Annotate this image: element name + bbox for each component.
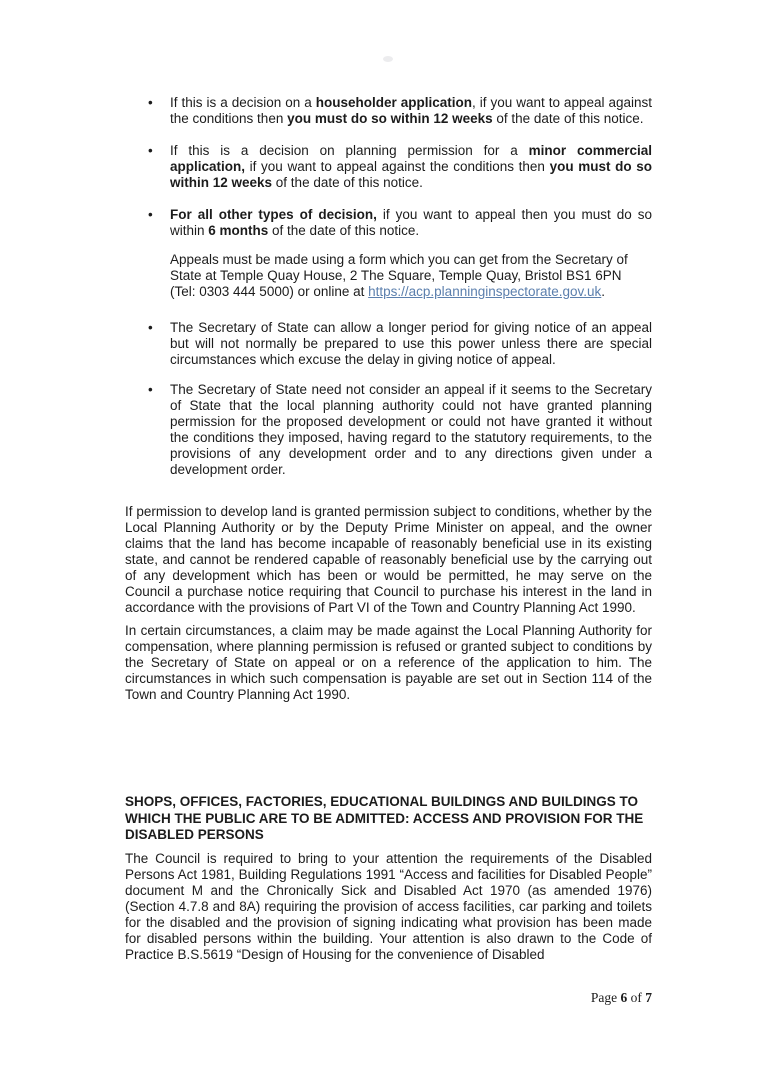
- text-run: 6: [620, 990, 628, 1005]
- text-run: Appeals must be made using a form which you can get from the Secretary of State at Temple Quay House, 2 The Square, Temple Quay, Bristol BS1 6PN (Tel: 0303 444 5000) or online at: [170, 252, 628, 299]
- bullet-text: [170, 207, 652, 239]
- bullet-text: [170, 382, 652, 478]
- text-run: The Council is required to bring to your attention the requirements of the Disabled Persons Act 1981, Building Regulations 1991 “Access and facilities for Disabled People” document M and the Chronically Sick and Disabled Act 1970 (as amended 1976) (Section 4.7.8 and 8A) requiring the provision of access facilities, car parking and toilets for the disabled and the provision of signing indicating what provision has been made for disabled persons within the building. Your attention is also drawn to the Code of Practice B.S.5619 “Design of Housing for the convenience of Disabled: [125, 850, 652, 962]
- bullet-icon: •: [148, 207, 153, 222]
- bullet-item-need-not-consider: [125, 382, 652, 478]
- bullet-item-householder-appeal: [125, 95, 652, 127]
- text-run: minor commercial application,: [170, 143, 653, 174]
- text-run: If permission to develop land is granted permission subject to conditions, whether by the Local Planning Authority or by the Deputy Prime Minister on appeal, and the owner claims that the land has become incapable of reasonably beneficial use in its existing state, and cannot be rendered capable of reasonably beneficial use by the carrying out of any development which has been or would be permitted, he may serve on the Council a purchase notice requiring that Council to purchase his interest in the land in accordance with the provisions of Part VI of the Town and Country Planning Act 1990.: [125, 504, 652, 615]
- text-run: of the date of this notice.: [492, 111, 644, 126]
- text-run: If this is a decision on planning permission for a: [170, 143, 529, 158]
- text-run: The Secretary of State can allow a longer period for giving notice of an appeal but will not normally be prepared to use this power unless there are special circumstances which excuse the delay in giving notice of appeal.: [170, 320, 652, 367]
- text-run: , if you want to appeal against the conditions then: [170, 95, 652, 126]
- text-run: if you want to appeal against the conditions then: [245, 159, 550, 174]
- scan-artifact: [383, 56, 393, 62]
- text-run: .: [601, 284, 606, 299]
- disabled-access-paragraph: [125, 851, 652, 963]
- bullet-icon: •: [148, 95, 153, 110]
- text-run: of the date of this notice.: [272, 175, 423, 190]
- bullet-icon: •: [148, 382, 153, 397]
- bullet-icon: •: [148, 143, 153, 158]
- text-run: If this is a decision on a: [170, 95, 316, 110]
- bullet-item-longer-period: [125, 320, 652, 368]
- text-run: For all other types of decision,: [170, 207, 377, 222]
- page-content: [125, 95, 652, 963]
- page-footer: [591, 990, 652, 1006]
- text-run: Page: [590, 990, 621, 1005]
- text-run: In certain circumstances, a claim may be made against the Local Planning Authority for compensation, where planning permission is refused or granted subject to conditions by the Secretary of State on appeal or on a reference of the application to him. The circumstances in which such compensation is payable are set out in Section 114 of the Town and Country Planning Act 1990.: [125, 623, 652, 702]
- appeals-portal-link[interactable]: https://acp.planninginspectorate.gov.uk: [368, 284, 602, 299]
- compensation-paragraph: [125, 623, 652, 703]
- text-run: you must do so within 12 weeks: [287, 111, 493, 126]
- text-run: householder application: [315, 95, 472, 110]
- bullet-icon: •: [148, 320, 153, 335]
- section-heading-disabled-access: SHOPS, OFFICES, FACTORIES, EDUCATIONAL BUILDINGS AND BUILDINGS TO WHICH THE PUBLIC ARE TO BE ADMITTED: ACCESS AND PROVISION FOR THE DISABLED PERSONS: [125, 794, 644, 842]
- text-run: of: [627, 990, 646, 1005]
- appeals-form-paragraph: [170, 252, 650, 300]
- text-run: if you want to appeal then you must do so within: [170, 207, 652, 238]
- text-run: 6 months: [208, 223, 269, 238]
- bullet-text: [170, 320, 652, 368]
- text-run: of the date of this notice.: [268, 223, 420, 238]
- bullet-text: [170, 95, 652, 127]
- text-run: you must do so within 12 weeks: [170, 159, 652, 190]
- purchase-notice-paragraph: [125, 504, 652, 616]
- text-run: The Secretary of State need not consider an appeal if it seems to the Secretary of State that the local planning authority could not have granted planning permission for the proposed development or could not have granted it without the conditions they imposed, having regard to the statutory requirements, to the provisions of any development order and to any directions given under a development order.: [170, 382, 652, 477]
- text-run: 7: [645, 990, 652, 1005]
- bullet-item-minor-commercial-appeal: [125, 143, 652, 191]
- bullet-item-other-decisions-appeal: [125, 207, 652, 239]
- bullet-text: [170, 143, 652, 191]
